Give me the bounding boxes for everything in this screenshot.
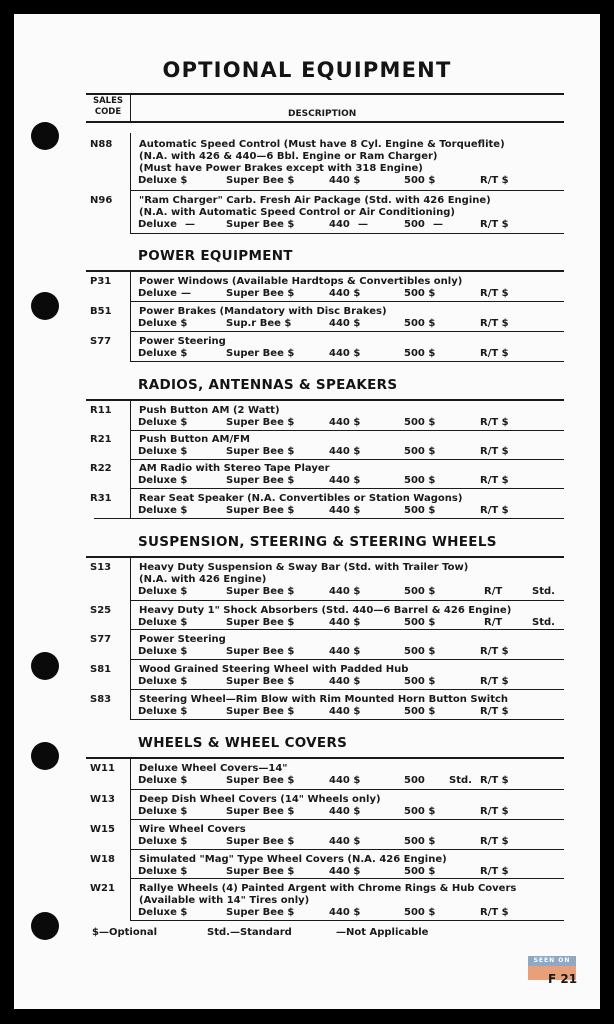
price-field: Deluxe $: [138, 505, 188, 516]
row-rule: [130, 430, 564, 431]
price-field: 440 $: [329, 505, 361, 516]
sales-code: S77: [90, 336, 112, 347]
sales-code: R22: [90, 463, 112, 474]
row-rule: [130, 190, 564, 191]
sales-code: R31: [90, 493, 112, 504]
sales-code: N96: [90, 195, 113, 206]
price-field: 440 $: [329, 617, 361, 628]
description-line: Power Steering: [139, 634, 226, 645]
sales-code: S77: [90, 634, 112, 645]
row-rule: [130, 789, 564, 790]
price-field: Deluxe $: [138, 676, 188, 687]
section-heading: WHEELS & WHEEL COVERS: [138, 735, 348, 751]
section-top-rule: [86, 270, 564, 272]
description-line: (N.A. with 426 & 440—6 Bbl. Engine or Ram Charger): [139, 151, 438, 162]
price-field: 440 $: [329, 417, 361, 428]
sales-code: S25: [90, 605, 112, 616]
price-field: Deluxe $: [138, 907, 188, 918]
price-field: 440 $: [329, 806, 361, 817]
description-line: Heavy Duty Suspension & Sway Bar (Std. with Trailer Tow): [139, 562, 469, 573]
header-description: DESCRIPTION: [288, 109, 357, 119]
price-field: Super Bee $: [226, 676, 295, 687]
page-number: F 21: [548, 972, 578, 986]
price-field: Deluxe $: [138, 586, 188, 597]
price-field: Sup.r Bee $: [226, 318, 292, 329]
price-field: 440 $: [329, 586, 361, 597]
price-field: Deluxe $: [138, 706, 188, 717]
price-field: R/T $: [480, 318, 509, 329]
price-field: R/T $: [480, 219, 509, 230]
price-field: 440 $: [329, 348, 361, 359]
price-field: R/T $: [480, 706, 509, 717]
binder-hole: [31, 912, 59, 940]
price-field: 440 $: [329, 288, 361, 299]
sales-code: S83: [90, 694, 112, 705]
sales-code: R21: [90, 434, 112, 445]
price-field: Super Bee $: [226, 907, 295, 918]
price-field: —: [433, 219, 443, 230]
price-field: Deluxe $: [138, 348, 188, 359]
price-field: 440 $: [329, 475, 361, 486]
description-line: Wood Grained Steering Wheel with Padded Hub: [139, 664, 409, 675]
description-line: Rallye Wheels (4) Painted Argent with Chrome Rings & Hub Covers: [139, 883, 517, 894]
description-line: Power Brakes (Mandatory with Disc Brakes): [139, 306, 387, 317]
description-line: Deluxe Wheel Covers—14": [139, 763, 288, 774]
price-field: Super Bee $: [226, 446, 295, 457]
price-field: Deluxe: [138, 288, 177, 299]
row-rule: [130, 819, 564, 820]
price-field: Super Bee $: [226, 505, 295, 516]
binder-hole: [31, 292, 59, 320]
header-rule: [86, 121, 564, 123]
column-divider: [130, 133, 131, 233]
section-heading: RADIOS, ANTENNAS & SPEAKERS: [138, 377, 398, 393]
price-field: R/T $: [480, 866, 509, 877]
description-line: Heavy Duty 1" Shock Absorbers (Std. 440—6 Barrel & 426 Engine): [139, 605, 512, 616]
price-field: 500 $: [404, 866, 436, 877]
sales-code: W13: [90, 794, 115, 805]
price-field: R/T $: [480, 348, 509, 359]
price-field: Super Bee $: [226, 288, 295, 299]
price-field: R/T $: [480, 775, 509, 786]
description-line: Simulated "Mag" Type Wheel Covers (N.A. 426 Engine): [139, 854, 447, 865]
price-field: 500 $: [404, 586, 436, 597]
binder-hole: [31, 742, 59, 770]
row-rule: [130, 629, 564, 630]
price-field: Deluxe $: [138, 806, 188, 817]
price-field: —: [181, 288, 191, 299]
price-field: Deluxe $: [138, 417, 188, 428]
price-field: 500 $: [404, 288, 436, 299]
price-field: R/T $: [480, 836, 509, 847]
price-field: 500 $: [404, 907, 436, 918]
description-line: Push Button AM (2 Watt): [139, 405, 280, 416]
price-field: Super Bee $: [226, 475, 295, 486]
price-field: 500 $: [404, 706, 436, 717]
price-field: Deluxe: [138, 219, 177, 230]
price-field: Super Bee $: [226, 706, 295, 717]
row-rule: [94, 518, 564, 519]
price-field: Super Bee $: [226, 617, 295, 628]
price-field: Super Bee $: [226, 775, 295, 786]
price-field: 500 $: [404, 505, 436, 516]
row-rule: [130, 600, 564, 601]
row-rule: [130, 849, 564, 850]
price-field: 500 $: [404, 348, 436, 359]
catalog-page: [14, 14, 600, 1009]
description-line: "Ram Charger" Carb. Fresh Air Package (Std. with 426 Engine): [139, 195, 491, 206]
price-field: —: [358, 219, 368, 230]
sales-code: S81: [90, 664, 112, 675]
description-line: Wire Wheel Covers: [139, 824, 246, 835]
price-field: R/T: [484, 617, 503, 628]
price-field: 500 $: [404, 318, 436, 329]
price-field: 440: [329, 219, 350, 230]
column-divider: [130, 556, 131, 719]
price-field: 440 $: [329, 318, 361, 329]
description-line: (N.A. with 426 Engine): [139, 574, 267, 585]
price-field: 440 $: [329, 676, 361, 687]
price-field: 440 $: [329, 836, 361, 847]
price-field: Super Bee $: [226, 348, 295, 359]
column-divider: [130, 757, 131, 920]
price-field: Deluxe $: [138, 318, 188, 329]
price-field: Deluxe $: [138, 175, 188, 186]
price-field: Deluxe $: [138, 775, 188, 786]
sales-code: W11: [90, 763, 115, 774]
price-field: Super Bee $: [226, 866, 295, 877]
row-rule: [130, 689, 564, 690]
price-field: Std.: [532, 586, 555, 597]
price-field: Super Bee $: [226, 806, 295, 817]
row-rule: [130, 331, 564, 332]
price-field: Super Bee $: [226, 646, 295, 657]
sales-code: W15: [90, 824, 115, 835]
row-rule: [130, 459, 564, 460]
price-field: Super Bee $: [226, 219, 295, 230]
price-field: Deluxe $: [138, 446, 188, 457]
row-rule: [130, 361, 564, 362]
row-rule: [130, 488, 564, 489]
price-field: 440 $: [329, 646, 361, 657]
description-line: Power Windows (Available Hardtops & Convertibles only): [139, 276, 463, 287]
section-heading: SUSPENSION, STEERING & STEERING WHEELS: [138, 534, 497, 550]
price-field: R/T $: [480, 288, 509, 299]
header-sales-code: SALES CODE: [92, 96, 124, 117]
price-field: R/T $: [480, 446, 509, 457]
sales-code: S13: [90, 562, 112, 573]
price-field: Std.: [532, 617, 555, 628]
sales-code: B51: [90, 306, 112, 317]
price-field: Std.: [449, 775, 472, 786]
legend-standard: Std.—Standard: [207, 927, 292, 938]
price-field: R/T $: [480, 806, 509, 817]
column-divider: [130, 270, 131, 361]
description-line: Power Steering: [139, 336, 226, 347]
price-field: R/T $: [480, 475, 509, 486]
price-field: —: [185, 219, 195, 230]
sales-code: R11: [90, 405, 112, 416]
row-rule: [130, 659, 564, 660]
description-line: Deep Dish Wheel Covers (14" Wheels only): [139, 794, 381, 805]
price-field: Super Bee $: [226, 417, 295, 428]
sales-code: N88: [90, 139, 113, 150]
description-line: Push Button AM/FM: [139, 434, 250, 445]
price-field: 500: [404, 219, 425, 230]
price-field: 500 $: [404, 676, 436, 687]
price-field: 500 $: [404, 446, 436, 457]
price-field: Deluxe $: [138, 866, 188, 877]
price-field: 440 $: [329, 866, 361, 877]
price-field: R/T: [484, 586, 503, 597]
legend-optional: $—Optional: [92, 927, 157, 938]
price-field: 500 $: [404, 175, 436, 186]
price-field: R/T $: [480, 175, 509, 186]
price-field: 500 $: [404, 417, 436, 428]
price-field: 500 $: [404, 617, 436, 628]
page-title: OPTIONAL EQUIPMENT: [162, 58, 452, 82]
price-field: 500 $: [404, 646, 436, 657]
description-line: (Available with 14" Tires only): [139, 895, 310, 906]
price-field: 500 $: [404, 475, 436, 486]
description-line: Steering Wheel—Rim Blow with Rim Mounted Horn Button Switch: [139, 694, 509, 705]
price-field: Deluxe $: [138, 475, 188, 486]
price-field: Deluxe $: [138, 836, 188, 847]
price-field: 440 $: [329, 175, 361, 186]
price-field: 440 $: [329, 706, 361, 717]
price-field: 440 $: [329, 775, 361, 786]
table-top-rule: [86, 93, 564, 95]
description-line: (N.A. with Automatic Speed Control or Air Conditioning): [139, 207, 455, 218]
section-top-rule: [86, 399, 564, 401]
price-field: 500 $: [404, 806, 436, 817]
binder-hole: [31, 122, 59, 150]
row-rule: [130, 719, 564, 720]
price-field: 500 $: [404, 836, 436, 847]
price-field: 440 $: [329, 446, 361, 457]
price-field: Super Bee $: [226, 586, 295, 597]
price-field: Super Bee $: [226, 175, 295, 186]
section-heading: POWER EQUIPMENT: [138, 248, 293, 264]
price-field: Deluxe $: [138, 646, 188, 657]
description-line: (Must have Power Brakes except with 318 Engine): [139, 163, 423, 174]
row-rule: [130, 878, 564, 879]
column-divider: [130, 93, 131, 121]
binder-hole: [31, 652, 59, 680]
section-top-rule: [86, 556, 564, 558]
description-line: Automatic Speed Control (Must have 8 Cyl. Engine & Torqueflite): [139, 139, 505, 150]
description-line: AM Radio with Stereo Tape Player: [139, 463, 330, 474]
row-rule: [130, 920, 564, 921]
price-field: R/T $: [480, 505, 509, 516]
row-rule: [130, 233, 564, 234]
price-field: R/T $: [480, 417, 509, 428]
price-field: Super Bee $: [226, 836, 295, 847]
price-field: 440 $: [329, 907, 361, 918]
row-rule: [130, 301, 564, 302]
legend-not-applicable: —Not Applicable: [336, 927, 429, 938]
sales-code: P31: [90, 276, 112, 287]
description-line: Rear Seat Speaker (N.A. Convertibles or Station Wagons): [139, 493, 463, 504]
sales-code: W18: [90, 854, 115, 865]
watermark-logo: SEEN ON: [528, 956, 576, 986]
sales-code: W21: [90, 883, 115, 894]
section-top-rule: [86, 757, 564, 759]
price-field: R/T $: [480, 676, 509, 687]
price-field: R/T $: [480, 907, 509, 918]
price-field: Deluxe $: [138, 617, 188, 628]
price-field: 500: [404, 775, 425, 786]
price-field: R/T $: [480, 646, 509, 657]
